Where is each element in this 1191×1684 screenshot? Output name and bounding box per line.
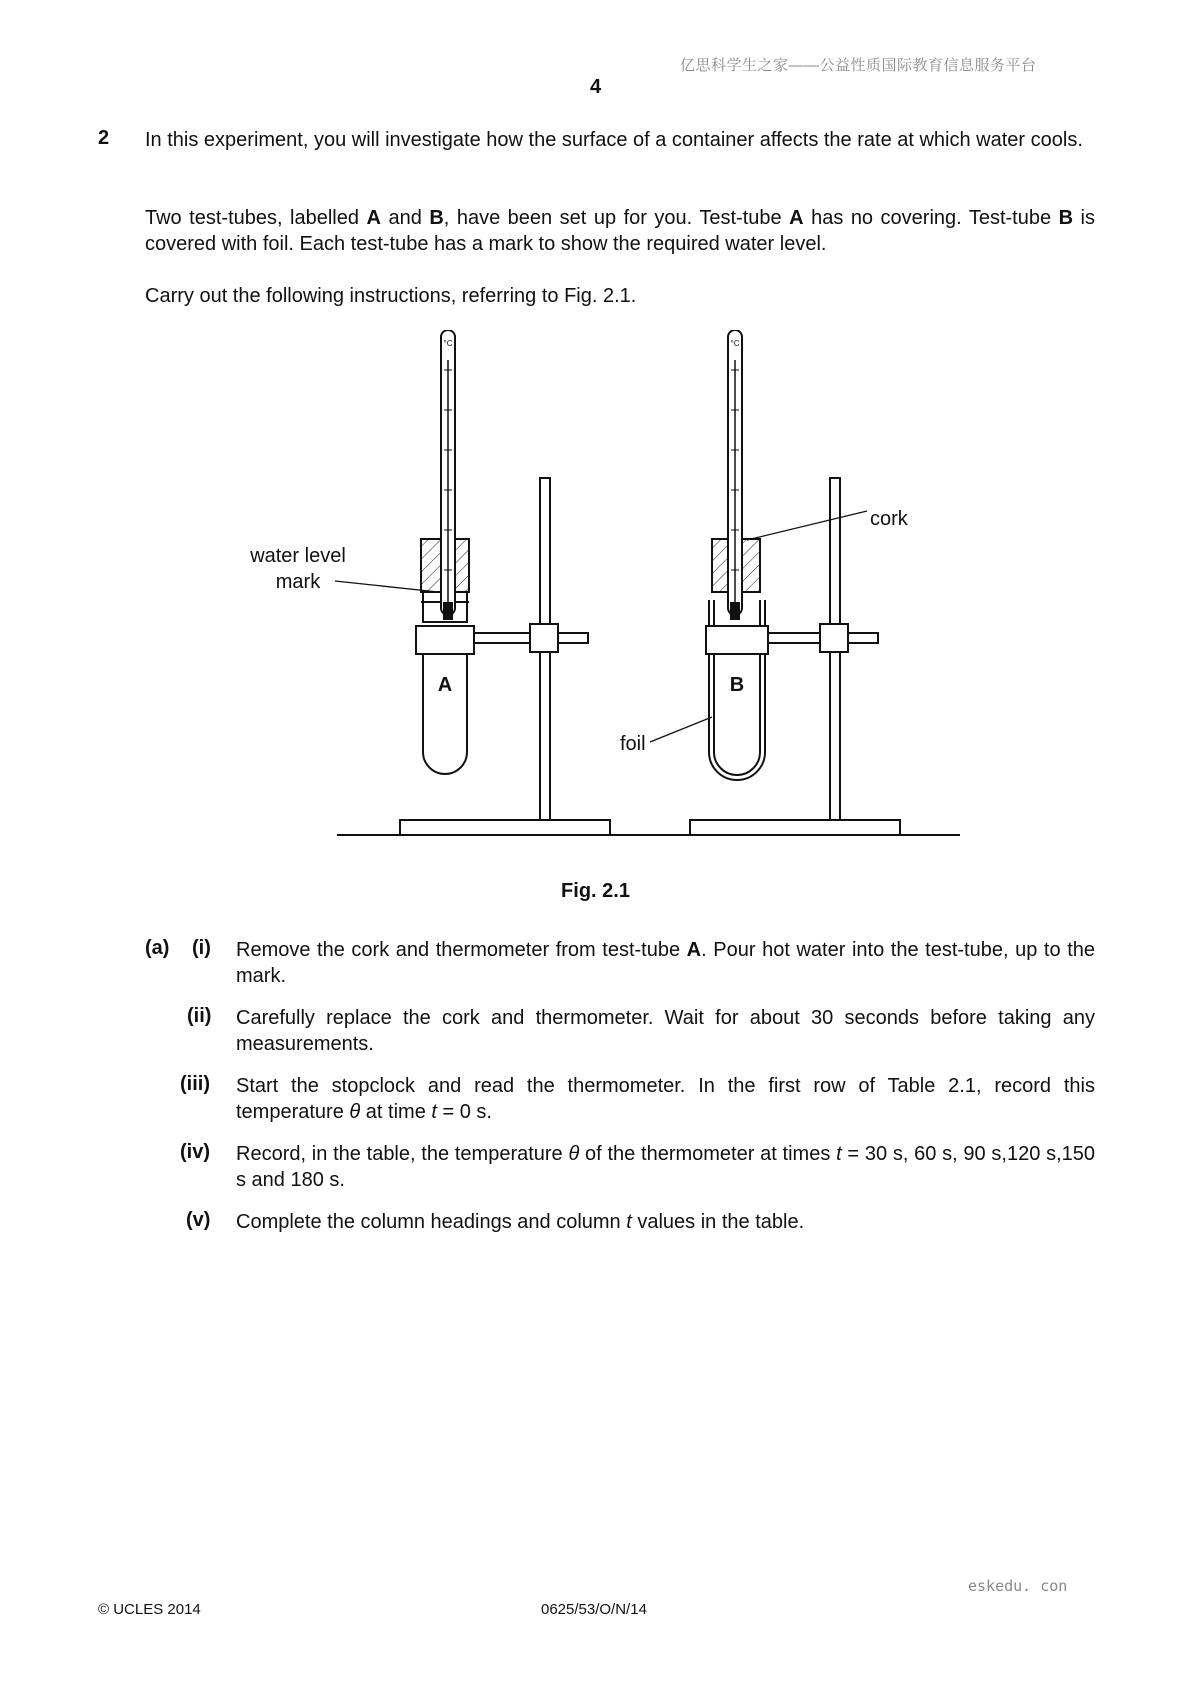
watermark: 亿思科学生之家——公益性质国际教育信息服务平台 — [680, 57, 1037, 74]
setup-label-b: B — [429, 207, 444, 229]
item-iii-post: = 0 s. — [436, 1101, 492, 1123]
question-number: 2 — [98, 127, 110, 149]
item-i-bold: A — [686, 939, 702, 961]
site-watermark: eskedu. con — [968, 1577, 1068, 1595]
item-iv-t: t — [836, 1143, 842, 1165]
item-iii-mid: at time — [360, 1101, 432, 1123]
question-intro: In this experiment, you will investigate how the surface of a container affects the rate at which water cools. — [145, 129, 1083, 151]
item-i-text — [236, 937, 1095, 989]
clamp-jaw-b — [706, 626, 768, 654]
item-iv-pre: Record, in the table, the temperature — [236, 1143, 569, 1165]
item-i-number: (i) — [192, 937, 211, 959]
setup-text-3: has no covering. Test-tube — [803, 207, 1059, 229]
foil-label: foil — [620, 733, 646, 755]
stand-base-b — [690, 820, 900, 835]
setup-text-4: is covered with foil. Each test-tube has a mark to show the required water level. — [145, 207, 1096, 255]
item-iv-theta: θ — [568, 1143, 580, 1165]
item-v-post: values in the table. — [631, 1211, 805, 1233]
carry-out-instruction: Carry out the following instructions, referring to Fig. 2.1. — [145, 285, 637, 307]
cork-leader — [747, 511, 867, 540]
item-ii-number: (ii) — [187, 1005, 212, 1027]
water-level-label-line1: water level — [250, 545, 346, 567]
setup-label-b-2: B — [1058, 207, 1074, 229]
water-level-label-line2: mark — [275, 571, 321, 593]
item-iii-number: (iii) — [180, 1073, 210, 1095]
item-v-pre: Complete the column headings and column — [236, 1211, 627, 1233]
item-iii-text — [236, 1073, 1095, 1125]
arm-end-b — [848, 633, 878, 643]
cork-label: cork — [870, 508, 908, 530]
item-v-t: t — [626, 1211, 632, 1233]
item-iii-pre: Start the stopclock and read the thermometer. In the first row of Table 2.1, record this temperature — [236, 1075, 1095, 1123]
setup-and: and — [380, 207, 430, 229]
item-v-text — [236, 1209, 1095, 1235]
page-number: 4 — [589, 76, 602, 98]
setup-paragraph — [145, 205, 1095, 257]
item-iii-t: t — [431, 1101, 437, 1123]
apparatus-diagram — [230, 330, 960, 860]
paper-code: 0625/53/O/N/14 — [541, 1601, 647, 1618]
stand-base-a — [400, 820, 610, 835]
item-i-post: . Pour hot water into the test-tube, up to the mark. — [236, 939, 1095, 987]
figure-caption: Fig. 2.1 — [561, 880, 630, 902]
bulb-a — [444, 603, 452, 619]
item-iii-theta: θ — [349, 1101, 361, 1123]
setup-label-a: A — [366, 207, 381, 229]
foil-leader — [650, 717, 712, 742]
test-tube-a — [423, 652, 467, 774]
item-v-number: (v) — [186, 1209, 211, 1231]
boss-head-a — [530, 624, 558, 652]
arm-end-a — [558, 633, 588, 643]
item-iv-number: (iv) — [180, 1141, 210, 1163]
setup-text-2: , have been set up for you. Test-tube — [443, 207, 790, 229]
tube-a-label: A — [437, 674, 453, 696]
item-iv-mid: of the thermometer at times — [579, 1143, 837, 1165]
tube-b-label: B — [729, 674, 745, 696]
setup-label-a-2: A — [789, 207, 804, 229]
item-ii-text: Carefully replace the cork and thermometer. Wait for about 30 seconds before taking any measurements. — [236, 1007, 1095, 1055]
item-iv-text — [236, 1141, 1095, 1193]
copyright: © UCLES 2014 — [98, 1601, 201, 1618]
clamp-jaw-a — [416, 626, 474, 654]
setup-text-1: Two test-tubes, labelled — [145, 207, 367, 229]
item-i-pre: Remove the cork and thermometer from test-tube — [236, 939, 687, 961]
thermometer-b-unit: °C — [730, 339, 740, 348]
part-a-label: (a) — [145, 937, 170, 959]
item-iv-post: = 30 s, 60 s, 90 s,120 s,150 s and 180 s. — [236, 1143, 1095, 1191]
boss-head-b — [820, 624, 848, 652]
bulb-b — [731, 603, 739, 619]
thermometer-a-unit: °C — [443, 339, 453, 348]
